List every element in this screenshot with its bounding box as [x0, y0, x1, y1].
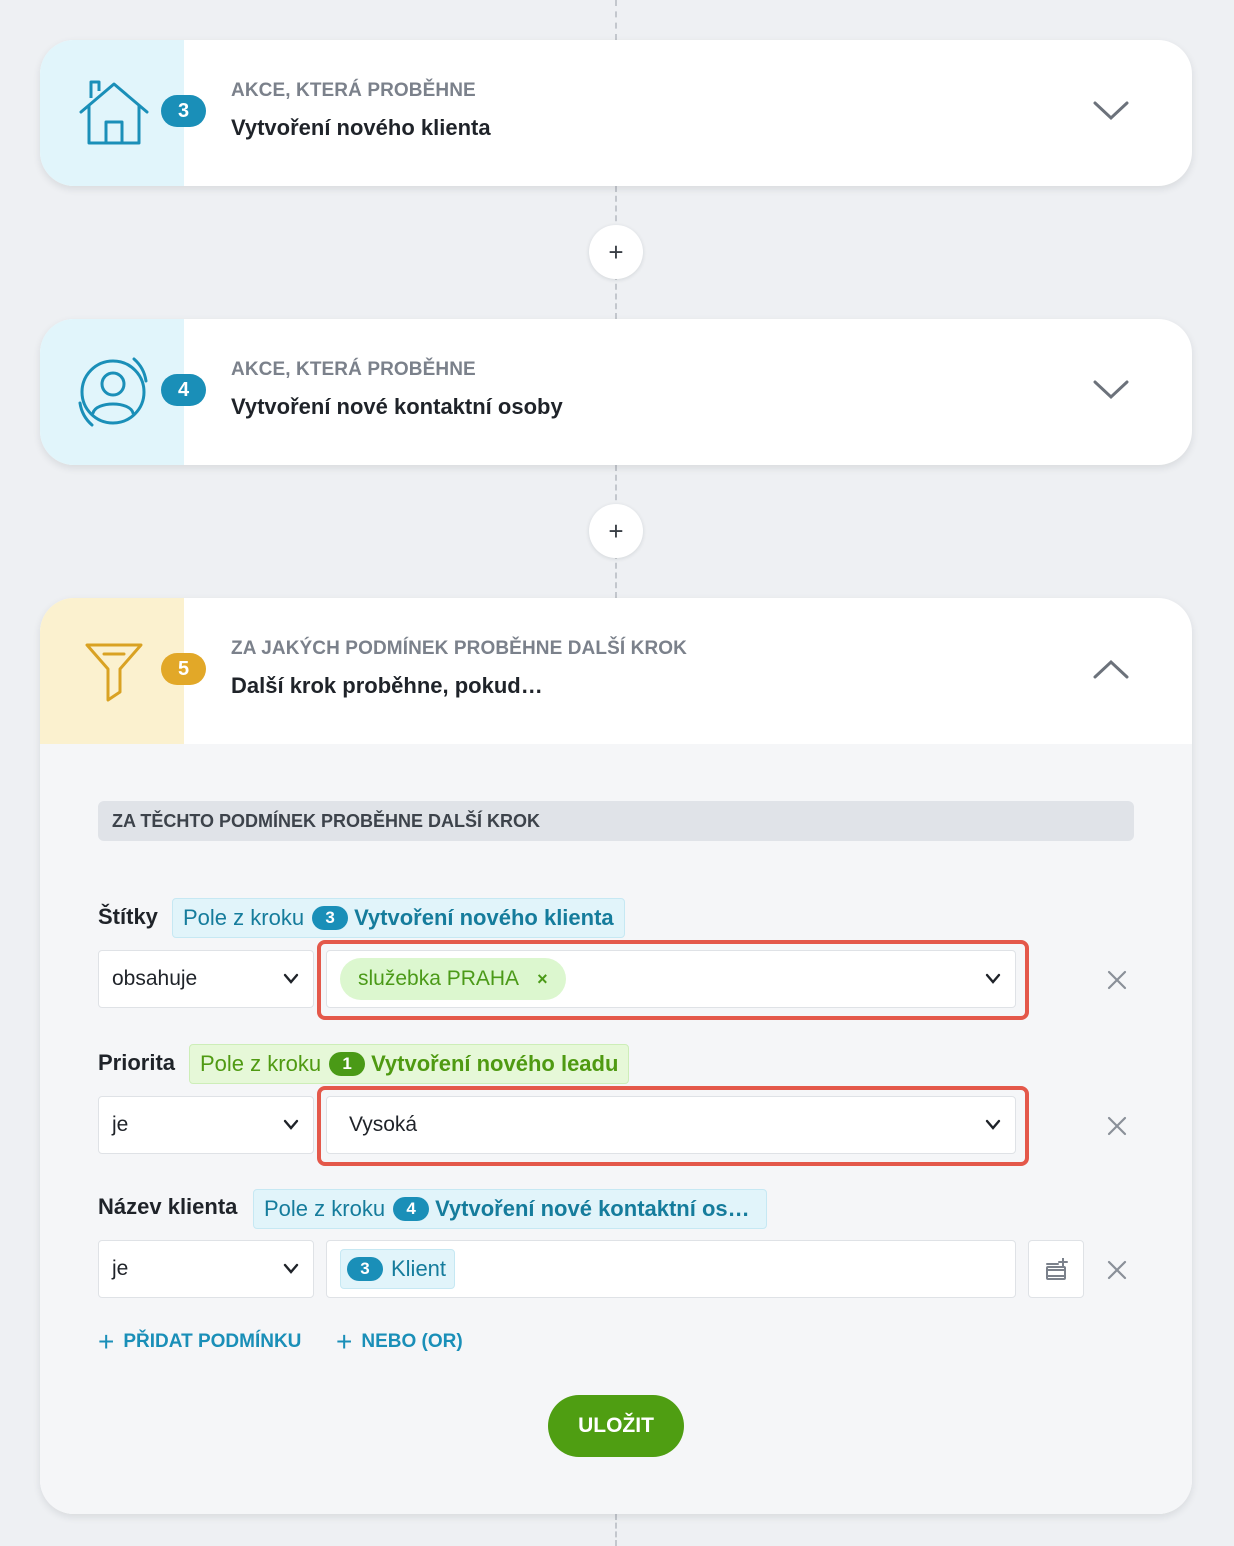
reference-field-name: Klient: [391, 1256, 447, 1281]
value-chip: [340, 958, 566, 1000]
insert-field-button[interactable]: [1028, 1240, 1084, 1298]
house-icon: [76, 78, 152, 148]
condition-field-label: Priorita: [98, 1050, 176, 1075]
operator-select[interactable]: [98, 1096, 314, 1154]
value-select[interactable]: [326, 950, 1016, 1008]
connector-line: [615, 1514, 617, 1546]
source-prefix: Pole z kroku: [200, 1051, 322, 1076]
reference-step-badge: 3: [347, 1257, 383, 1281]
step-number-badge: 4: [161, 374, 206, 406]
chevron-down-icon[interactable]: [1092, 98, 1130, 124]
remove-condition-icon[interactable]: [1106, 1259, 1128, 1281]
filter-icon: [84, 642, 144, 702]
operator-value: je: [112, 1113, 129, 1136]
chevron-down-icon: [985, 972, 1001, 986]
add-step-button[interactable]: +: [589, 225, 643, 279]
conditions-panel: [40, 744, 1192, 1514]
value-reference-tag: [340, 1249, 455, 1289]
chip-remove-icon[interactable]: ×: [537, 968, 548, 989]
plus-icon: +: [336, 1326, 353, 1357]
step-card-5[interactable]: [40, 598, 1192, 1514]
step-card-header[interactable]: [40, 598, 1192, 744]
insert-field-icon: [1045, 1258, 1069, 1282]
chevron-down-icon[interactable]: [1092, 377, 1130, 403]
chevron-up-icon[interactable]: [1092, 656, 1130, 682]
operator-value: obsahuje: [112, 967, 198, 990]
step-card-3[interactable]: [40, 40, 1192, 186]
step-card-header[interactable]: [40, 40, 1192, 186]
source-step-name: Vytvoření nového leadu: [371, 1051, 619, 1076]
add-or-button[interactable]: [336, 1326, 463, 1357]
field-source-tag: [172, 898, 625, 938]
step-card-4[interactable]: [40, 319, 1192, 465]
chevron-down-icon: [283, 1262, 299, 1276]
step-kicker: AKCE, KTERÁ PROBĚHNE: [231, 359, 476, 380]
conditions-section-label: ZA TĚCHTO PODMÍNEK PROBĚHNE DALŠÍ KROK: [98, 801, 1134, 841]
value-input[interactable]: [326, 1240, 1016, 1298]
value-text: Vysoká: [349, 1113, 418, 1136]
source-step-badge: 1: [329, 1052, 365, 1076]
step-title: Vytvoření nové kontaktní osoby: [231, 394, 563, 419]
connector-line: [615, 0, 617, 40]
add-step-button[interactable]: +: [589, 504, 643, 558]
remove-condition-icon[interactable]: [1106, 1115, 1128, 1137]
field-source-tag: [189, 1044, 629, 1084]
value-select[interactable]: [326, 1096, 1016, 1154]
step-kicker: ZA JAKÝCH PODMÍNEK PROBĚHNE DALŠÍ KROK: [231, 638, 687, 659]
field-source-tag: [253, 1189, 767, 1229]
step-kicker: AKCE, KTERÁ PROBĚHNE: [231, 80, 476, 101]
step-number-badge: 3: [161, 95, 206, 127]
condition-field-label: Štítky: [98, 904, 158, 929]
chevron-down-icon: [283, 1118, 299, 1132]
operator-select[interactable]: [98, 950, 314, 1008]
step-number-badge: 5: [161, 653, 206, 685]
source-step-badge: 4: [393, 1197, 429, 1221]
step-title: Další krok proběhne, pokud…: [231, 673, 543, 698]
remove-condition-icon[interactable]: [1106, 969, 1128, 991]
source-step-name: Vytvoření nové kontaktní os…: [435, 1196, 750, 1221]
add-or-label: NEBO (OR): [361, 1331, 463, 1352]
operator-select[interactable]: [98, 1240, 314, 1298]
chevron-down-icon: [283, 972, 299, 986]
save-button[interactable]: ULOŽIT: [548, 1395, 684, 1457]
condition-field-label: Název klienta: [98, 1194, 238, 1219]
contact-person-icon: [76, 355, 150, 429]
step-card-header[interactable]: [40, 319, 1192, 465]
chip-label: služebka PRAHA: [358, 967, 520, 990]
add-condition-label: PŘIDAT PODMÍNKU: [123, 1331, 302, 1352]
chevron-down-icon: [985, 1118, 1001, 1132]
source-prefix: Pole z kroku: [183, 905, 305, 930]
source-step-name: Vytvoření nového klienta: [354, 905, 614, 930]
source-prefix: Pole z kroku: [264, 1196, 386, 1221]
step-title: Vytvoření nového klienta: [231, 115, 491, 140]
plus-icon: +: [98, 1326, 115, 1357]
operator-value: je: [112, 1257, 129, 1280]
source-step-badge: 3: [312, 906, 348, 930]
add-condition-button[interactable]: [98, 1326, 302, 1357]
